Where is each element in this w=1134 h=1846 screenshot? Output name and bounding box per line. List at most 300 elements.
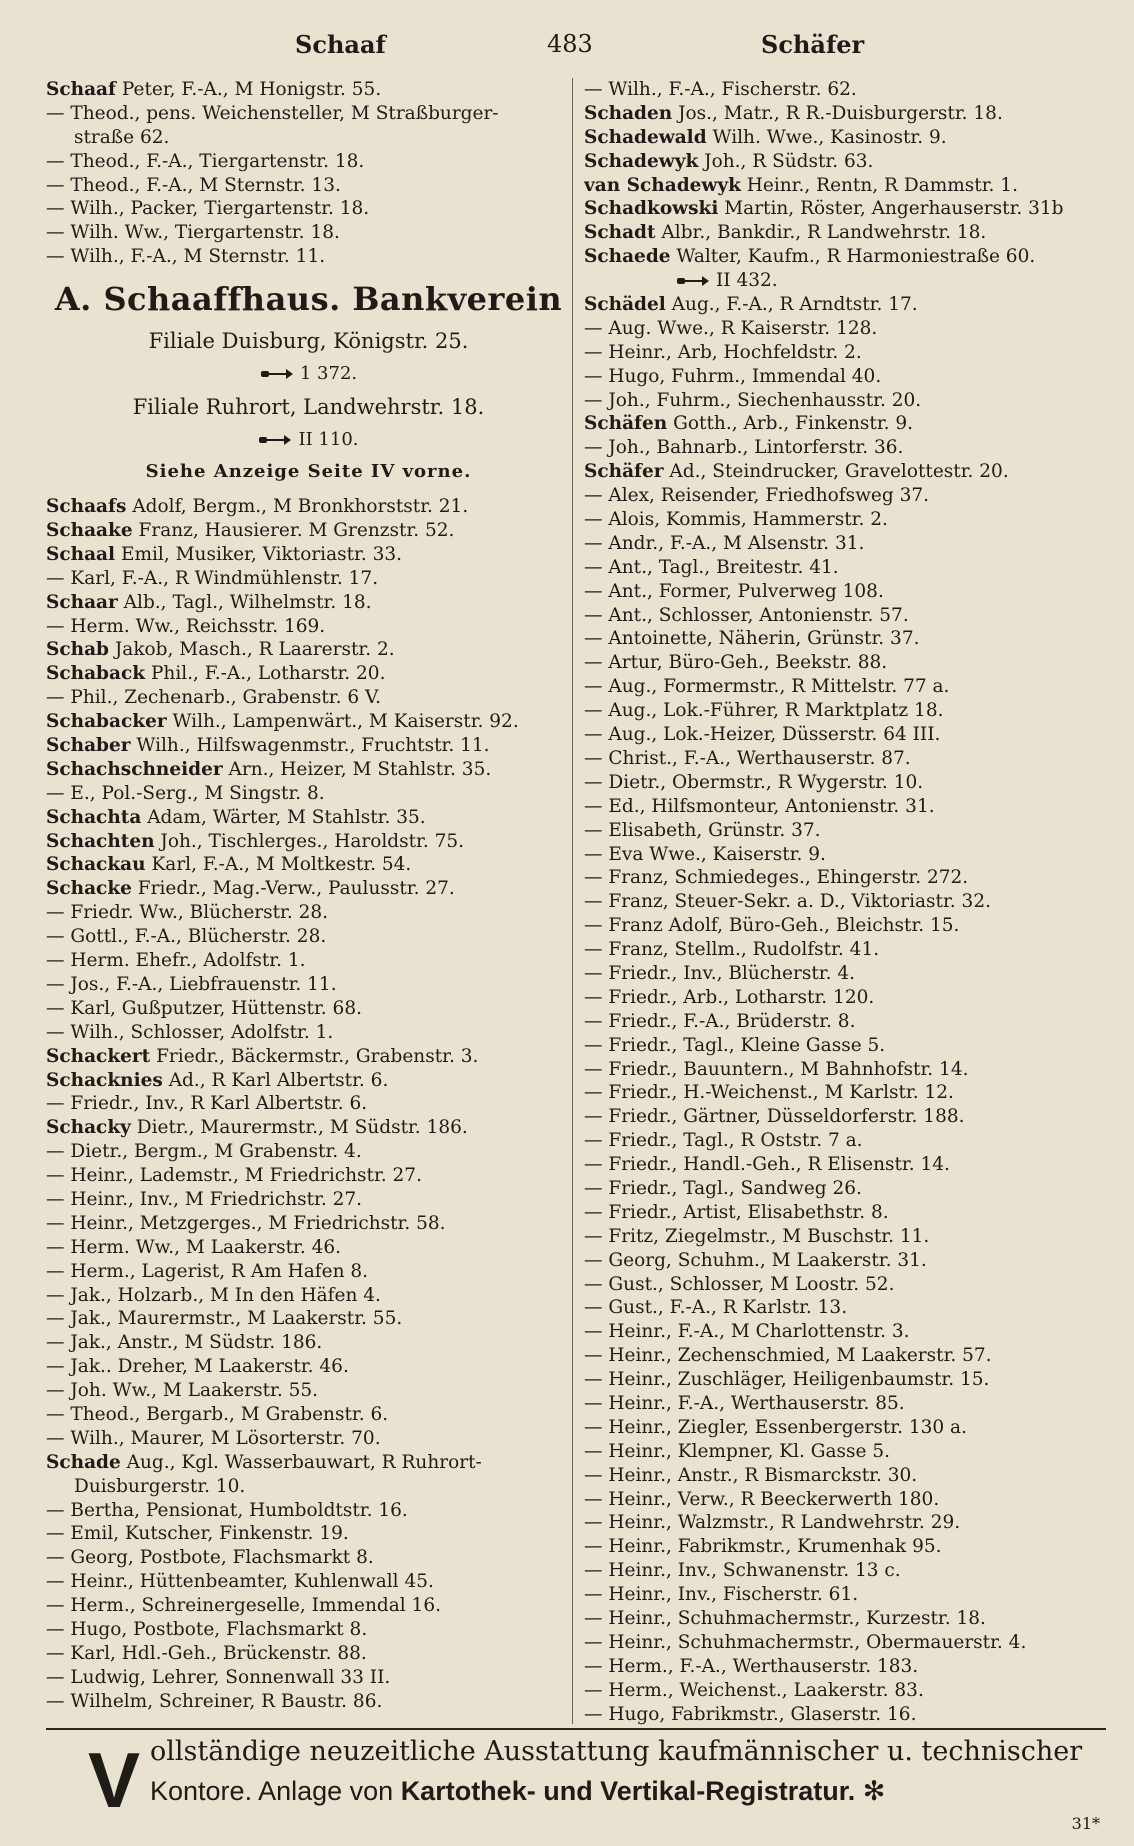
directory-entry [584,1153,1104,1177]
directory-entry [46,245,571,269]
directory-entry [584,1034,1104,1058]
entry-details: — Heinr., Zechenschmied, M Laakerstr. 57. [584,1345,992,1367]
directory-entry [584,197,1104,221]
directory-entry [584,1703,1104,1727]
entry-details: — Heinr., Klempner, Kl. Gasse 5. [584,1440,891,1462]
entry-details: — Ludwig, Lehrer, Sonnenwall 33 II. [46,1666,391,1688]
entry-details: — Heinr., F.-A., Werthauserstr. 85. [584,1392,905,1414]
entry-details: II 432. [716,270,778,292]
entry-details: Ad., Steindrucker, Gravelottestr. 20. [663,461,1009,483]
advert-see-note: Siehe Anzeige Seite IV vorne. [145,461,472,483]
entry-details: — Wilhelm, Schreiner, R Baustr. 86. [46,1690,383,1712]
directory-entry [584,1225,1104,1249]
directory-entry [46,1260,571,1284]
entry-details: — Heinr., Metzgerges., M Friedrichstr. 58. [46,1212,446,1234]
entry-details: — Wilh., F.-A., Fischerstr. 62. [584,79,857,100]
directory-entry [584,651,1104,675]
directory-entry [584,795,1104,819]
directory-entry [584,723,1104,747]
entry-details: Jakob, Masch., R Laarerstr. 2. [109,639,395,661]
directory-entry [584,1655,1104,1679]
entry-details: — Heinr., Hüttenbeamter, Kuhlenwall 45. [46,1571,434,1593]
entry-surname: Schaal [46,543,116,565]
directory-entry [584,293,1104,317]
entry-details: Wilh., Hilfswagenmstr., Fruchtstr. 11. [130,735,490,757]
directory-entry [46,197,571,221]
directory-entry [46,1021,571,1045]
entry-surname: Schacknies [46,1069,163,1091]
entry-details: — Jos., F.-A., Liebfrauenstr. 11. [46,973,337,995]
directory-entry [46,519,571,543]
directory-entry [46,1331,571,1355]
entry-details: Friedr., Mag.-Verw., Paulusstr. 27. [131,878,455,900]
entry-surname: Schaake [46,520,133,542]
directory-entry [584,1679,1104,1703]
directory-entry [46,925,571,949]
directory-entry [584,78,1104,102]
directory-entry [46,1403,571,1427]
entry-details: — Wilh., Maurer, M Lösorterstr. 70. [46,1427,381,1449]
page-number: 483 [547,30,593,58]
right-column [584,78,1104,1726]
entry-details: — Heinr., F.-A., M Charlottenstr. 3. [584,1321,910,1343]
directory-entry [584,604,1104,628]
entry-details: Ad., R Karl Albertstr. 6. [162,1069,389,1091]
directory-entry [584,221,1104,245]
entry-details: — Gust., Schlosser, M Loostr. 52. [584,1273,895,1295]
entry-surname: Schacke [46,878,132,900]
footer-initial: V [88,1736,141,1824]
directory-entry [584,245,1104,269]
directory-entry [584,1010,1104,1034]
advert-branch-ruhrort: Filiale Ruhrort, Landwehrstr. 18. [132,395,485,420]
entry-details: — Herm. Ww., M Laakerstr. 46. [46,1236,341,1258]
directory-entry [46,1475,571,1499]
entry-details: — Aug., Lok.-Heizer, Düsserstr. 64 III. [584,724,941,746]
entry-details: — Heinr., Inv., M Friedrichstr. 27. [46,1188,363,1210]
signature-mark: 31* [1071,1814,1100,1833]
entry-details: — Friedr., Inv., Blücherstr. 4. [584,962,855,984]
directory-entry [584,771,1104,795]
directory-entry [46,1451,571,1475]
directory-entry [584,1320,1104,1344]
directory-entry [584,819,1104,843]
entry-surname: Schackert [46,1045,151,1067]
directory-entry [584,675,1104,699]
directory-entry [584,986,1104,1010]
directory-entry [584,317,1104,341]
directory-entry [46,662,571,686]
entry-details: — Herm. Ehefr., Adolfstr. 1. [46,950,306,972]
entry-details: — Jak., Holzarb., M In den Häfen 4. [46,1284,381,1306]
directory-entry [46,949,571,973]
directory-entry [46,853,571,877]
directory-entry [584,1273,1104,1297]
directory-entry [46,806,571,830]
entry-details: — Friedr., F.-A., Brüderstr. 8. [584,1010,856,1032]
entry-details: — Antoinette, Näherin, Grünstr. 37. [584,628,920,650]
directory-entry [46,997,571,1021]
directory-entry [46,78,571,102]
entry-details: — Elisabeth, Grünstr. 37. [584,819,821,841]
entry-details: — Eva Wwe., Kaiserstr. 9. [584,843,826,865]
entry-details: — Gottl., F.-A., Blücherstr. 28. [46,926,327,948]
entry-details: — Gust., F.-A., R Karlstr. 13. [584,1297,848,1319]
directory-entry [46,1499,571,1523]
directory-entry [46,1164,571,1188]
directory-entry [584,1511,1104,1535]
directory-entry [46,1642,571,1666]
directory-entry [46,1069,571,1093]
directory-entry [46,591,571,615]
directory-entry [46,543,571,567]
entry-details: — Wilh., Schlosser, Adolfstr. 1. [46,1021,334,1043]
directory-entry [46,1307,571,1331]
telephone-icon [260,368,294,380]
directory-entry [46,686,571,710]
entry-details: Arn., Heizer, M Stahlstr. 35. [222,758,492,780]
entry-details: — Heinr., Schuhmachermstr., Kurzestr. 18. [584,1608,986,1629]
entry-details: Emil, Musiker, Viktoriastr. 33. [115,543,403,565]
entry-surname: Schadewald [584,126,707,148]
entry-surname: Schab [46,639,109,661]
directory-entry [584,102,1104,126]
directory-entry [46,126,571,150]
directory-entry [584,1392,1104,1416]
entry-surname: Schadkowski [584,198,719,220]
directory-entry [584,484,1104,508]
entry-details: — Aug. Wwe., R Kaiserstr. 128. [584,317,878,339]
entry-details: — Wilh., Packer, Tiergartenstr. 18. [46,198,370,220]
entry-details: — Heinr., Walzmstr., R Landwehrstr. 29. [584,1512,961,1534]
entry-details: — Heinr., Anstr., R Bismarckstr. 30. [584,1464,918,1486]
directory-entry [584,556,1104,580]
entry-details: — Christ., F.-A., Werthauserstr. 87. [584,747,911,769]
entry-details: Martin, Röster, Angerhauserstr. 31b [718,198,1064,220]
directory-entry [46,973,571,997]
entry-details: — Herm., Lagerist, R Am Hafen 8. [46,1260,369,1282]
entry-surname: Schaber [46,735,131,757]
entry-details: — Heinr., Verw., R Beeckerwerth 180. [584,1488,940,1510]
entry-details: — Ed., Hilfsmonteur, Antonienstr. 31. [584,795,935,817]
directory-entry [46,1092,571,1116]
entry-surname: Schaafs [46,496,127,518]
advert-phone-1-number: 1 372. [299,363,358,385]
directory-entry [46,1212,571,1236]
advert-phone-1 [46,359,571,389]
directory-entry [584,150,1104,174]
directory-entry [46,150,571,174]
entry-details: — Alois, Kommis, Hammerstr. 2. [584,509,888,531]
directory-entry [46,1045,571,1069]
directory-entry [584,1249,1104,1273]
directory-entry [584,1081,1104,1105]
advert-phone-2 [46,425,571,455]
entry-details: — Aug., Formermstr., R Mittelstr. 77 a. [584,676,950,698]
entry-details: — Franz, Steuer-Sekr. a. D., Viktoriastr. 32. [584,891,991,913]
entry-details: — Franz, Stellm., Rudolfstr. 41. [584,939,880,961]
directory-entry [584,1201,1104,1225]
directory-entry [46,830,571,854]
directory-entry [584,1296,1104,1320]
entry-details: — Franz, Schmiedeges., Ehingerstr. 272. [584,867,969,889]
directory-entry [584,914,1104,938]
directory-entry [584,1464,1104,1488]
directory-entry [584,532,1104,556]
entry-surname: Schachta [46,806,142,828]
entry-details: — Heinr., Zuschläger, Heiligenbaumstr. 15. [584,1369,990,1391]
entry-details: Adolf, Bergm., M Bronkhorststr. 21. [126,496,469,518]
directory-entry [584,580,1104,604]
directory-entry [46,782,571,806]
entry-details: Jos., Matr., R R.-Duisburgerstr. 18. [672,102,1003,124]
directory-entry [584,1416,1104,1440]
directory-entry [46,1690,571,1714]
entry-details: Friedr., Bäckermstr., Grabenstr. 3. [150,1045,479,1067]
entry-details: — Andr., F.-A., M Alsenstr. 31. [584,532,865,554]
directory-entry [46,877,571,901]
entry-surname: Schaede [584,246,671,268]
directory-entry [584,1344,1104,1368]
entry-details: — Heinr., Lademstr., M Friedrichstr. 27. [46,1165,422,1187]
directory-entry [584,890,1104,914]
entry-details: — Franz Adolf, Büro-Geh., Bleichstr. 15. [584,915,960,937]
footer-line-1: ollständige neuzeitliche Ausstattung kaufmännischer u. technischer [150,1736,1083,1767]
telephone-icon [258,434,292,446]
entry-details: — Friedr., Gärtner, Düsseldorferstr. 188. [584,1106,965,1128]
directory-entry [584,389,1104,413]
entry-surname: Schädel [584,294,666,316]
entry-details: — Hugo, Postbote, Flachsmarkt 8. [46,1618,368,1640]
directory-entry [584,460,1104,484]
entry-details: Adam, Wärter, M Stahlstr. 35. [141,806,426,828]
entry-details: straße 62. [74,126,170,148]
entry-details: — Wilh. Ww., Tiergartenstr. 18. [46,222,340,244]
footer-line-2 [150,1773,885,1809]
entry-surname: van Schadewyk [584,174,741,196]
directory-entry [46,710,571,734]
directory-entry [584,699,1104,723]
header-left: Schaaf [295,30,386,59]
entry-details: — Friedr., Bauuntern., M Bahnhofstr. 14. [584,1058,969,1080]
advert-phone-2-number: II 110. [298,429,359,451]
directory-entry [46,615,571,639]
entry-details: — Theod., F.-A., M Sternstr. 13. [46,174,341,196]
directory-entry [46,1379,571,1403]
entry-details: — Alex, Reisender, Friedhofsweg 37. [584,485,930,507]
entry-details: Aug., F.-A., R Arndtstr. 17. [665,294,918,316]
entry-surname: Schachten [46,830,155,852]
entry-details: — Heinr., Inv., Fischerstr. 61. [584,1584,859,1606]
directory-entry [584,436,1104,460]
entry-details: — Heinr., Schuhmachermstr., Obermauerstr. 4. [584,1631,1027,1653]
entry-details: — Heinr., Arb, Hochfeldstr. 2. [584,341,862,363]
entry-details: Alb., Tagl., Wilhelmstr. 18. [117,591,372,613]
directory-entry [46,638,571,662]
directory-entry [46,1594,571,1618]
bank-advert [46,275,571,489]
entry-details: Karl, F.-A., M Moltkestr. 54. [145,854,412,876]
directory-entry [584,1559,1104,1583]
directory-entry [584,627,1104,651]
right-entries [584,78,1104,1726]
telephone-icon [676,275,710,287]
left-column [46,78,571,1714]
directory-entry [584,1105,1104,1129]
entry-details: — Joh., Fuhrm., Siechenhausstr. 20. [584,389,922,411]
entry-details: Wilh., Lampenwärt., M Kaiserstr. 92. [166,711,519,733]
entry-details: — Friedr., Artist, Elisabethstr. 8. [584,1201,889,1223]
entry-details: — Hugo, Fabrikmstr., Glaserstr. 16. [584,1703,917,1725]
footer-line-2-c: ✻ [855,1776,886,1806]
directory-entry [584,962,1104,986]
entry-details: — Theod., F.-A., Tiergartenstr. 18. [46,150,365,172]
entry-details: — Jak., Maurermstr., M Laakerstr. 55. [46,1308,403,1330]
directory-entry [46,1140,571,1164]
entry-details: — Friedr., Handl.-Geh., R Elisenstr. 14. [584,1154,950,1176]
entry-details: Franz, Hausierer. M Grenzstr. 52. [132,520,455,542]
entry-details: — Friedr., Arb., Lotharstr. 120. [584,986,875,1008]
entry-details: — Karl, Gußputzer, Hüttenstr. 68. [46,997,362,1019]
directory-entry [46,1666,571,1690]
directory-entry [584,1177,1104,1201]
entry-surname: Schabacker [46,711,167,733]
entry-details: Joh., Tischlerges., Haroldstr. 75. [154,830,465,852]
entry-details: — Bertha, Pensionat, Humboldtstr. 16. [46,1499,408,1521]
entry-details: — Jak., Anstr., M Südstr. 186. [46,1332,323,1354]
entry-details: Aug., Kgl. Wasserbauwart, R Ruhrort- [120,1451,482,1473]
entry-details: — Heinr., Inv., Schwanenstr. 13 c. [584,1560,901,1582]
directory-entry [46,102,571,126]
entry-details: Phil., F.-A., Lotharstr. 20. [145,663,386,685]
entry-details: — Dietr., Obermstr., R Wygerstr. 10. [584,771,924,793]
column-divider [572,78,573,1724]
entry-details: — Georg, Postbote, Flachsmarkt 8. [46,1547,374,1569]
entry-surname: Schaback [46,663,146,685]
directory-entry [584,412,1104,436]
entry-details: — Phil., Zechenarb., Grabenstr. 6 V. [46,687,382,709]
directory-entry [46,1427,571,1451]
entry-details: Walter, Kaufm., R Harmoniestraße 60. [670,246,1036,268]
entry-surname: Schadewyk [584,150,699,172]
entry-details: — Joh. Ww., M Laakerstr. 55. [46,1380,318,1402]
entry-details: — Theod., pens. Weichensteller, M Straßburger- [46,102,499,124]
directory-entry [584,1583,1104,1607]
directory-entry [584,1368,1104,1392]
directory-entry [584,269,1104,293]
directory-entry [46,1236,571,1260]
entry-details: — Friedr., Inv., R Karl Albertstr. 6. [46,1093,368,1115]
directory-entry [46,758,571,782]
directory-entry [46,901,571,925]
entry-details: — Fritz, Ziegelmstr., M Buschstr. 11. [584,1225,930,1247]
directory-entry [46,1188,571,1212]
directory-entry [46,221,571,245]
directory-entry [584,843,1104,867]
entry-details: Heinr., Rentn, R Dammstr. 1. [740,174,1018,196]
entry-details: Wilh. Wwe., Kasinostr. 9. [706,126,947,148]
advert-branch-duisburg: Filiale Duisburg, Königstr. 25. [148,329,469,354]
entry-details: — Heinr., Fabrikmstr., Krumenhak 95. [584,1536,942,1558]
entry-surname: Schade [46,1451,121,1473]
entry-details: — Wilh., F.-A., M Sternstr. 11. [46,246,326,268]
entry-surname: Schaden [584,102,673,124]
entry-details: — Theod., Bergarb., M Grabenstr. 6. [46,1403,389,1425]
entry-surname: Schaar [46,591,118,613]
directory-entry [584,1129,1104,1153]
directory-entry [584,938,1104,962]
entry-details: — Joh., Bahnarb., Lintorferstr. 36. [584,437,904,459]
entry-surname: Schacky [46,1117,131,1139]
directory-entry [46,567,571,591]
directory-entry [584,747,1104,771]
directory-entry [584,1535,1104,1559]
directory-entry [46,1546,571,1570]
entry-details: — Karl, Hdl.-Geh., Brückenstr. 88. [46,1642,367,1664]
entry-details: — Ant., Schlosser, Antonienstr. 57. [584,604,909,626]
entry-details: Duisburgerstr. 10. [74,1475,246,1497]
directory-entry [46,1116,571,1140]
entry-details: — Ant., Tagl., Breitestr. 41. [584,556,839,578]
entry-details: — Herm., Weichenst., Laakerstr. 83. [584,1679,924,1701]
header-right: Schäfer [761,30,865,59]
entry-details: — Friedr., Tagl., Sandweg 26. [584,1177,862,1199]
left-entries-top [46,78,571,269]
directory-entry [46,495,571,519]
directory-entry [584,508,1104,532]
directory-entry [584,126,1104,150]
entry-details: — Herm., F.-A., Werthauserstr. 183. [584,1655,919,1677]
directory-entry [46,1618,571,1642]
entry-details: — Herm., Schreinergeselle, Immendal 16. [46,1595,441,1617]
advert-title: A. Schaaffhaus. Bankverein [54,280,563,319]
entry-details: — E., Pol.-Serg., M Singstr. 8. [46,782,325,804]
entry-details: — Herm. Ww., Reichsstr. 169. [46,615,326,637]
entry-surname: Schackau [46,854,146,876]
entry-surname: Schachschneider [46,758,223,780]
entry-surname: Schäfen [584,413,668,435]
directory-entry [584,365,1104,389]
entry-details: — Ant., Former, Pulverweg 108. [584,580,884,602]
directory-entry [46,174,571,198]
entry-details: — Hugo, Fuhrm., Immendal 40. [584,365,882,387]
entry-surname: Schaaf [46,79,117,100]
entry-details: — Jak.. Dreher, M Laakerstr. 46. [46,1356,349,1378]
entry-surname: Schadt [584,222,656,244]
entry-details: — Artur, Büro-Geh., Beekstr. 88. [584,652,888,674]
entry-details: — Friedr., H.-Weichenst., M Karlstr. 12. [584,1082,954,1104]
entry-details: — Georg, Schuhm., M Laakerstr. 31. [584,1249,927,1271]
entry-details: — Emil, Kutscher, Finkenstr. 19. [46,1523,349,1545]
entry-details: Gotth., Arb., Finkenstr. 9. [667,413,914,435]
directory-entry [584,341,1104,365]
directory-entry [584,1631,1104,1655]
entry-details: — Aug., Lok.-Führer, R Marktplatz 18. [584,700,944,722]
directory-entry [584,1488,1104,1512]
directory-entry [46,1522,571,1546]
entry-details: — Friedr., Tagl., Kleine Gasse 5. [584,1034,886,1056]
directory-entry [46,1570,571,1594]
entry-details: — Dietr., Bergm., M Grabenstr. 4. [46,1141,362,1163]
entry-details: Joh., R Südstr. 63. [698,150,874,172]
entry-details: Albr., Bankdir., R Landwehrstr. 18. [655,222,987,244]
entry-details: — Heinr., Ziegler, Essenbergerstr. 130 a. [584,1416,967,1438]
directory-entry [584,1440,1104,1464]
left-entries-bottom [46,495,571,1713]
directory-entry [584,1058,1104,1082]
directory-entry [584,174,1104,198]
entry-details: — Friedr. Ww., Blücherstr. 28. [46,902,329,924]
